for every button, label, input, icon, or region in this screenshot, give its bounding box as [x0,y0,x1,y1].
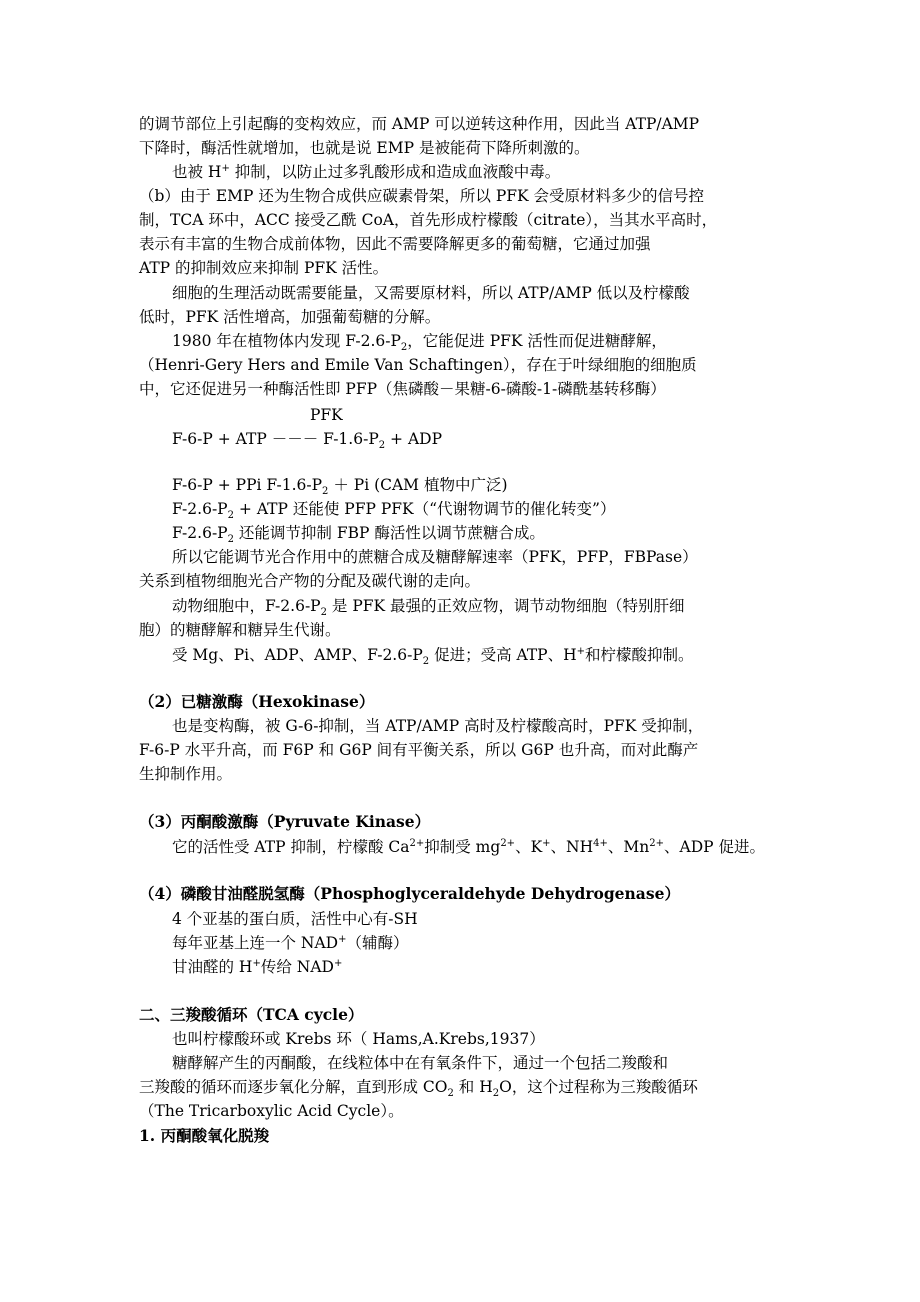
text-line: 低时，PFK 活性增高，加强葡萄糖的分解。 [139,308,441,326]
text-line: $F-2.6-P_2$ + ATP 还能使 PFP PFK（“代谢物调节的催化转变”） [172,500,616,522]
text-line: （b）由于 EMP 还为生物合成供应碳素骨架，所以 PFK 会受原材料多少的信号控 [139,187,705,205]
text-line: 表示有丰富的生物合成前体物，因此不需要降解更多的葡萄糖，它通过加强 [139,235,651,253]
text-line: （Henri-Gery Hers and Emile Van Schaftingen），存在于叶绿细胞的细胞质 [139,356,697,374]
text-line: 下降时，酶活性就增加，也就是说 EMP 是被能荷下降所刺激的。 [139,139,590,157]
text-line: 也叫柠檬酸环或 Krebs 环（ Hams,A.Krebs,1937） [172,1030,545,1048]
text-line: 也被 H+ 抑制，以防止过多乳酸形成和造成血液酸中毒。 [172,162,561,181]
text-line: 每年亚基上连一个 NAD+（辅酶） [172,933,409,952]
text-line: 胞）的糖酵解和糖异生代谢。 [139,621,341,639]
section-heading: （4）磷酸甘油醛脱氢酶（Phosphoglyceraldehyde Dehydrogenase） [139,884,680,903]
text-line: 所以它能调节光合作用中的蔗糖合成及糖酵解速率（PFK，PFP，FBPase） [172,548,698,566]
section-heading: （2）已糖激酶（Hexokinase） [139,692,375,711]
text-line: 关系到植物细胞光合产物的分配及碳代谢的走向。 [139,572,481,590]
text-line: 1980 年在植物体内发现 $F-2.6-P_2$，它能促进 PFK 活性而促进糖酵解， [172,332,667,354]
section-heading: 二、三羧酸循环（TCA cycle） [139,1005,364,1024]
text-line: 动物细胞中，$F-2.6-P_2$ 是 PFK 最强的正效应物，调节动物细胞（特别肝细 [172,597,685,619]
text-line: 中，它还促进另一种酶活性即 PFP（焦磷酸－果糖-6-磷酸-1-磷酰基转移酶） [139,380,666,398]
text-line: ATP 的抑制效应来抑制 PFK 活性。 [139,259,389,277]
text-line: 它的活性受 ATP 抑制，柠檬酸 $Ca^{2+}$抑制受 $mg^{2+}$、K+、$NH^{4+}$、$Mn^{2+}$、ADP 促进。 [172,837,765,856]
text-line: F-6-P 水平升高，而 F6P 和 G6P 间有平衡关系，所以 G6P 也升高，而对此酶产 [139,741,699,759]
text-line: 细胞的生理活动既需要能量，又需要原材料，所以 ATP/AMP 低以及柠檬酸 [172,284,690,302]
reaction-line: F-6-P + ATP －－－ $F-1.6-P_2$ + ADP [172,430,443,452]
text-line: 也是变构酶，被 G-6-抑制，当 ATP/AMP 高时及柠檬酸高时，PFK 受抑制， [172,717,704,735]
text-line: 受 Mg、Pi、ADP、AMP、$F-2.6-P_2$ 促进；受高 ATP、H+和柠檬酸抑制。 [172,645,694,668]
text-line: 三羧酸的循环而逐步氧化分解，直到形成 $CO_2$ 和 $H_2O$，这个过程称为三羧酸循环 [139,1078,698,1100]
enzyme-label: PFK [310,406,343,424]
text-line: 4 个亚基的蛋白质，活性中心有-SH [172,910,418,928]
text-line: 制，TCA 环中，ACC 接受乙酰 CoA，首先形成柠檬酸（citrate），当其水平高时， [139,211,718,229]
reaction-line: F-6-P + PPi $F-1.6-P_2 + Pi$ (CAM 植物中广泛) [172,476,508,498]
text-line: 的调节部位上引起酶的变构效应，而 AMP 可以逆转这种作用，因此当 ATP/AMP [139,115,700,133]
text-line: 糖酵解产生的丙酮酸，在线粒体中在有氧条件下，通过一个包括二羧酸和 [172,1054,669,1072]
text-line: $F-2.6-P_2$ 还能调节抑制 FBP 酶活性以调节蔗糖合成。 [172,524,545,546]
text-line: 生抑制作用。 [139,765,233,783]
text-line: （The Tricarboxylic Acid Cycle）。 [139,1102,404,1120]
section-heading: （3）丙酮酸激酶（Pyruvate Kinase） [139,812,431,831]
text-line: 甘油醛的 H+传给 NAD+ [172,957,343,976]
section-heading: 1. 丙酮酸氧化脱羧 [139,1126,270,1145]
